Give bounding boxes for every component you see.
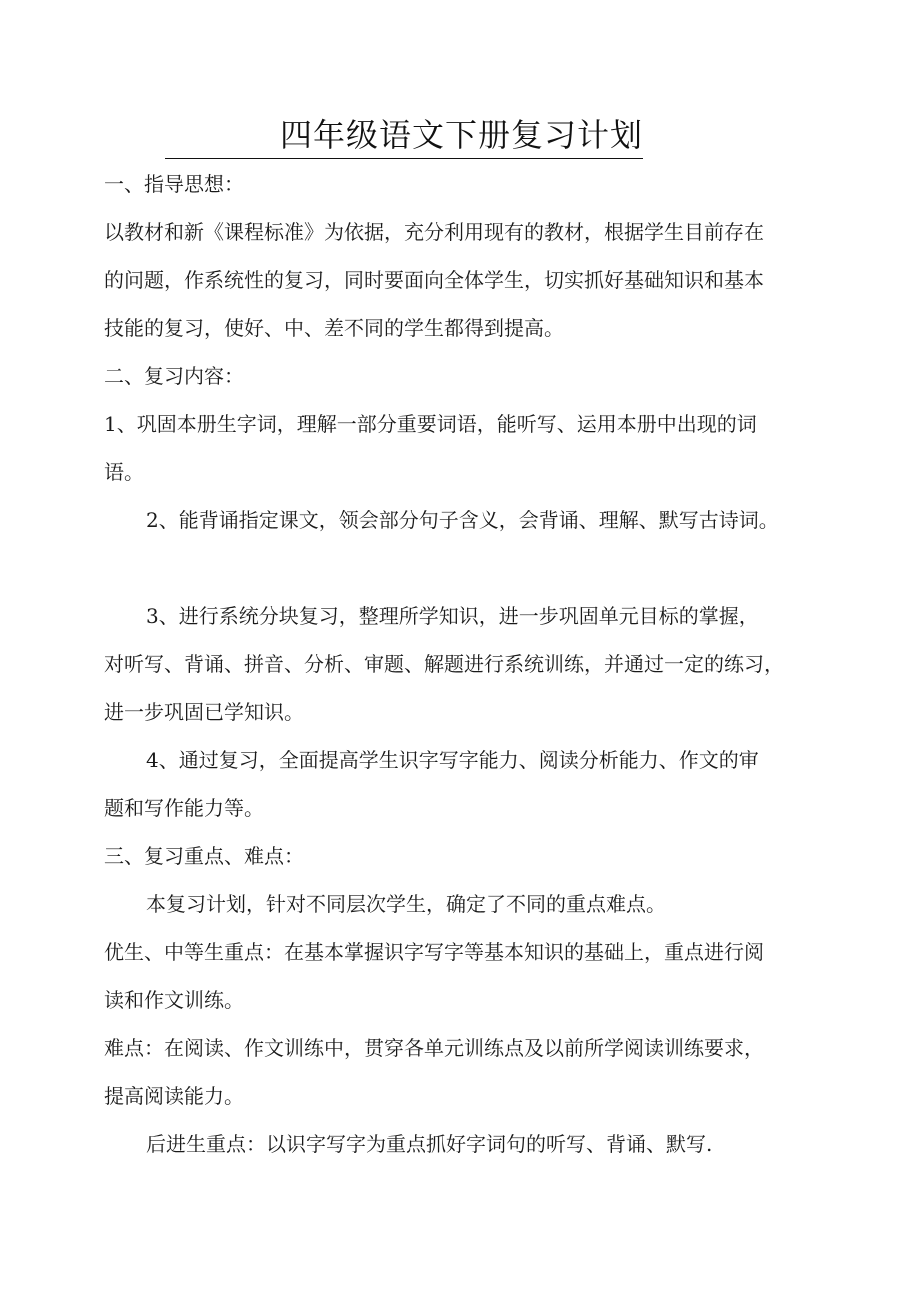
title-underline xyxy=(165,112,643,159)
paragraph-line: 提高阅读能力。 xyxy=(104,1084,244,1108)
section-heading-review-content: 二、复习内容： xyxy=(104,364,244,388)
paragraph-line: 的问题，作系统性的复习，同时要面向全体学生，切实抓好基础知识和基本 xyxy=(104,268,764,292)
paragraph-line: 难点：在阅读、作文训练中，贯穿各单元训练点及以前所学阅读训练要求， xyxy=(104,1036,764,1060)
page-title: 四年级语文下册复习计划 xyxy=(279,116,643,154)
paragraph-line: 后进生重点：以识字写字为重点抓好字词句的听写、背诵、默写. xyxy=(146,1132,713,1156)
paragraph-line: 读和作文训练。 xyxy=(104,988,244,1012)
list-item-line: 语。 xyxy=(104,460,144,484)
list-item-line: 1、巩固本册生字词，理解一部分重要词语，能听写、运用本册中出现的词 xyxy=(104,412,757,436)
list-item-line: 对听写、背诵、拼音、分析、审题、解题进行系统训练，并通过一定的练习， xyxy=(104,652,784,676)
list-item-line: 2、能背诵指定课文，领会部分句子含义，会背诵、理解、默写古诗词。 xyxy=(146,508,779,532)
list-item-line: 4、通过复习，全面提高学生识字写字能力、阅读分析能力、作文的审 xyxy=(146,748,759,772)
section-heading-key-points: 三、复习重点、难点： xyxy=(104,844,304,868)
section-heading-guiding-thought: 一、指导思想： xyxy=(104,172,244,196)
list-item-line: 进一步巩固已学知识。 xyxy=(104,700,304,724)
paragraph-line: 技能的复习，使好、中、差不同的学生都得到提高。 xyxy=(104,316,564,340)
paragraph-line: 本复习计划，针对不同层次学生，确定了不同的重点难点。 xyxy=(146,892,666,916)
list-item-line: 题和写作能力等。 xyxy=(104,796,264,820)
paragraph-line: 优生、中等生重点：在基本掌握识字写字等基本知识的基础上，重点进行阅 xyxy=(104,940,764,964)
paragraph-line: 以教材和新《课程标准》为依据，充分利用现有的教材，根据学生目前存在 xyxy=(104,220,764,244)
list-item-line: 3、进行系统分块复习，整理所学知识，进一步巩固单元目标的掌握， xyxy=(146,604,759,628)
